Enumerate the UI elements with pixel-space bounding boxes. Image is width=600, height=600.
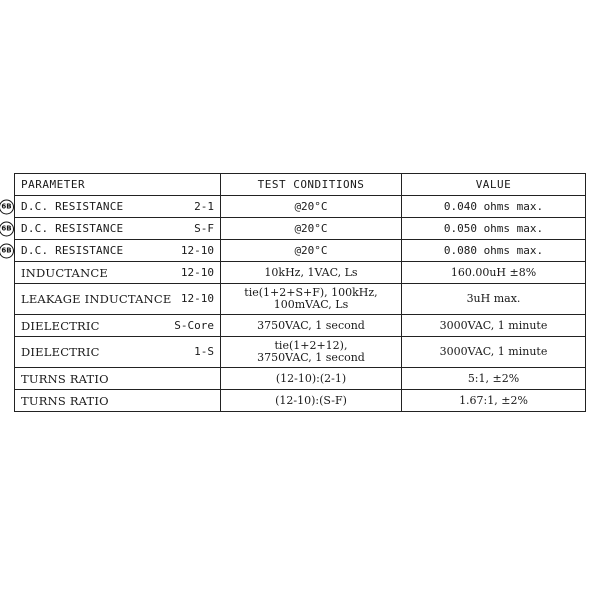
test-conditions-cell [221,262,402,284]
condition-line: 100mVAC, Ls [273,298,349,311]
parameter-cell [15,262,221,284]
condition-line: @20°C [294,221,328,235]
test-conditions-cell [221,284,402,315]
value-cell: 1.67:1, ±2% [402,390,586,412]
test-conditions-cell [221,315,402,337]
table-row [15,337,586,368]
revision-badge: 6B [0,243,14,258]
value-cell: 3uH max. [402,284,586,315]
electrical-spec-sheet [1,173,585,412]
table-row [15,315,586,337]
condition-line: @20°C [294,243,328,257]
table-row [15,196,586,218]
condition-line: 3750VAC, 1 second [257,318,365,332]
table-row [15,218,586,240]
parameter-cell [15,315,221,337]
header-value: VALUE [402,174,586,196]
parameter-name: DIELECTRIC [21,345,100,359]
test-conditions-cell [221,368,402,390]
table-row [15,240,586,262]
condition-line: 10kHz, 1VAC, Ls [264,265,358,279]
value-cell: 5:1, ±2% [402,368,586,390]
condition-line: (12-10):(2-1) [275,371,347,385]
condition-line: @20°C [294,199,328,213]
parameter-pins: 12-10 [180,243,214,257]
parameter-pins: 1-S [194,345,214,358]
parameter-cell [15,390,221,412]
parameter-cell [1,218,221,240]
parameter-name: DIELECTRIC [21,318,100,333]
parameter-name: INDUCTANCE [21,265,108,280]
test-conditions-cell [221,337,402,368]
condition-line: tie(1+2+S+F), 100kHz, [244,286,378,299]
revision-badge: 6B [0,221,14,236]
parameter-name: TURNS RATIO [21,371,109,386]
parameter-name: TURNS RATIO [21,393,109,408]
parameter-name: D.C. RESISTANCE [21,221,124,235]
parameter-name: D.C. RESISTANCE [21,243,124,257]
header-parameter: PARAMETER [15,174,221,196]
test-conditions-cell [221,218,402,240]
parameter-pins: S-F [194,221,214,235]
parameter-name: D.C. RESISTANCE [21,199,124,213]
parameter-cell [15,337,221,368]
parameter-cell [15,284,221,315]
test-conditions-cell [221,240,402,262]
value-cell: 3000VAC, 1 minute [402,337,586,368]
value-cell: 0.040 ohms max. [402,196,586,218]
parameter-pins: 12-10 [180,265,214,279]
header-test-conditions: TEST CONDITIONS [221,174,402,196]
parameter-cell [15,368,221,390]
parameter-cell [1,196,221,218]
test-conditions-cell [221,196,402,218]
electrical-spec-table [1,173,586,412]
value-cell: 160.00uH ±8% [402,262,586,284]
condition-line: tie(1+2+12), [274,339,348,352]
table-row [15,368,586,390]
value-cell: 3000VAC, 1 minute [402,315,586,337]
value-cell: 0.050 ohms max. [402,218,586,240]
condition-line: 3750VAC, 1 second [257,351,365,364]
parameter-pins: 12-10 [180,292,214,305]
parameter-pins: 2-1 [194,199,214,213]
value-cell: 0.080 ohms max. [402,240,586,262]
condition-line: (12-10):(S-F) [275,393,347,407]
revision-badge: 6B [0,199,14,214]
parameter-name: LEAKAGE INDUCTANCE [21,292,172,306]
table-row [15,262,586,284]
parameter-cell [1,240,221,262]
parameter-pins: S-Core [174,318,214,332]
test-conditions-cell [221,390,402,412]
table-row [15,284,586,315]
table-header-row [15,174,586,196]
table-row [15,390,586,412]
